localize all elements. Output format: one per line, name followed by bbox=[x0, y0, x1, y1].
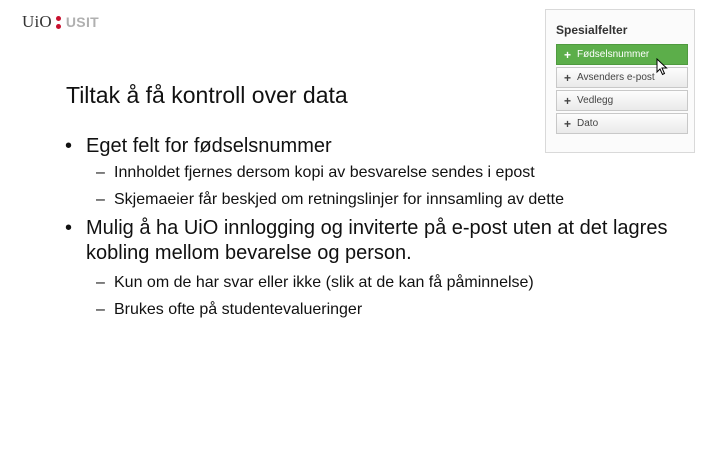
sub-bullet-text: Brukes ofte på studentevalueringer bbox=[114, 301, 363, 318]
bullet-list bbox=[62, 134, 682, 320]
add-dato-button[interactable] bbox=[556, 113, 688, 134]
sub-bullet-marker: – bbox=[96, 164, 105, 181]
slide-title: Tiltak å få kontroll over data bbox=[66, 82, 348, 108]
panel-title: Spesialfelter bbox=[556, 23, 628, 37]
sub-bullet-item bbox=[96, 273, 682, 293]
bullet-item bbox=[62, 216, 682, 266]
button-label: Vedlegg bbox=[577, 95, 614, 106]
spesialfelter-panel bbox=[545, 9, 695, 153]
add-vedlegg-button[interactable] bbox=[556, 90, 688, 111]
sub-bullet-item bbox=[96, 190, 682, 210]
plus-icon: + bbox=[564, 70, 572, 85]
sub-bullet-marker: – bbox=[96, 274, 105, 291]
plus-icon: + bbox=[564, 116, 572, 131]
bullet-marker: • bbox=[65, 135, 73, 157]
button-label: Dato bbox=[577, 118, 599, 129]
sub-bullet-marker: – bbox=[96, 301, 105, 318]
button-label: Avsenders e-post bbox=[577, 72, 655, 83]
sub-bullet-text: Innholdet fjernes dersom kopi av besvarelse sendes i epost bbox=[114, 164, 535, 181]
sub-bullet-item bbox=[96, 163, 682, 183]
sub-bullet-item bbox=[96, 300, 682, 320]
add-avsenders-epost-button[interactable] bbox=[556, 67, 688, 88]
mouse-pointer-icon bbox=[656, 58, 668, 76]
logo-separator-dots bbox=[56, 16, 61, 29]
bullet-text: Eget felt for fødselsnummer bbox=[86, 135, 332, 157]
add-fodselsnummer-button[interactable] bbox=[556, 44, 688, 65]
logo-unit-text: USIT bbox=[65, 14, 99, 30]
logo-uio-text: UiO bbox=[22, 12, 52, 31]
uio-usit-logo bbox=[22, 12, 99, 32]
sub-bullet-marker: – bbox=[96, 191, 105, 208]
plus-icon: + bbox=[564, 47, 572, 62]
sub-bullet-text: Kun om de har svar eller ikke (slik at de kan få påminnelse) bbox=[114, 274, 534, 291]
bullet-marker: • bbox=[65, 217, 73, 239]
plus-icon: + bbox=[564, 93, 572, 108]
sub-bullet-text: Skjemaeier får beskjed om retningslinjer for innsamling av dette bbox=[114, 191, 564, 208]
bullet-text: Mulig å ha UiO innlogging og inviterte på e-post uten at det lagres kobling mellom bevarelse og person. bbox=[86, 217, 668, 264]
button-label: Fødselsnummer bbox=[577, 49, 650, 60]
